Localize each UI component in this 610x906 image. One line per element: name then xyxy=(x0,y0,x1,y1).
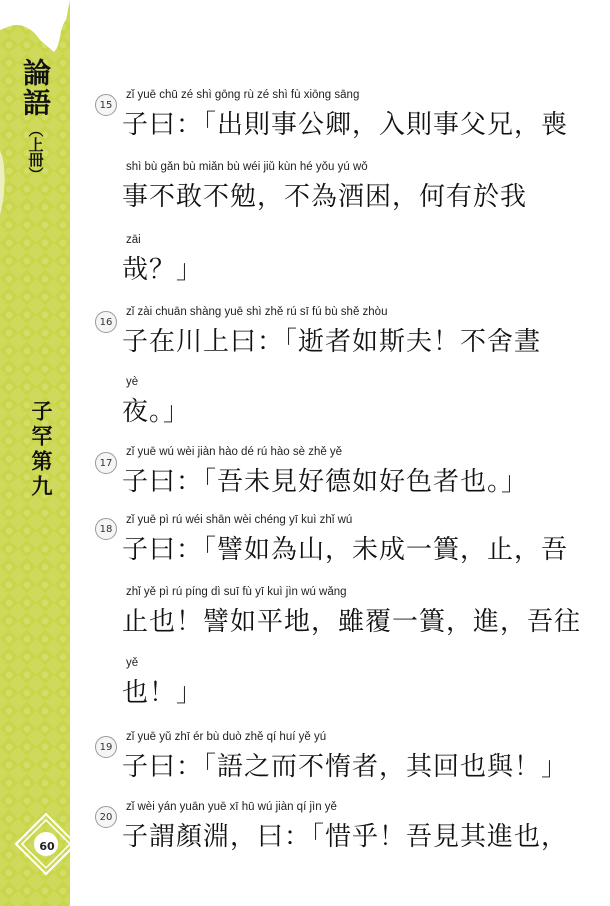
pinyin-line: shì bù gǎn bù miǎn bù wéi jiǔ kùn hé yǒu yú wǒ xyxy=(126,161,368,173)
book-title-volume: （上冊） xyxy=(26,122,45,182)
pinyin-line: zāi xyxy=(126,234,141,246)
page-number: 60 xyxy=(39,840,55,853)
pinyin-line: zǐ wèi yán yuān yuē xī hū wú jiàn qí jìn yě xyxy=(126,801,337,813)
verse-text-line: 止也！譬如平地，雖覆一簣，進，吾往 xyxy=(122,607,582,637)
verse-number: 19 xyxy=(95,736,117,758)
chapter-title: 子罕第九 xyxy=(29,400,54,500)
verse-text-line: 夜。」 xyxy=(122,397,191,427)
verse-number: 20 xyxy=(95,806,117,828)
verse-text-line: 子謂顏淵，曰：「惜乎！吾見其進也， xyxy=(122,822,569,852)
verse-number: 15 xyxy=(95,94,117,116)
pinyin-line: zǐ zài chuān shàng yuē shì zhě rú sī fú bù shě zhòu xyxy=(126,306,388,318)
verse-number: 18 xyxy=(95,518,117,540)
verse-number: 17 xyxy=(95,452,117,474)
verse-text-line: 子曰：「譬如為山，未成一簣，止，吾 xyxy=(122,535,569,565)
verse-text-line: 子在川上曰：「逝者如斯夫！不舍晝 xyxy=(122,327,542,357)
verse-text-line: 子曰：「語之而不惰者，其回也與！」 xyxy=(122,752,569,782)
pinyin-line: zǐ yuē pì rú wéi shān wèi chéng yī kuì zhǐ wú xyxy=(126,514,353,526)
pinyin-line: yě xyxy=(126,657,139,669)
pinyin-line: zǐ yuē yǔ zhī ér bù duò zhě qí huí yě yú xyxy=(126,731,327,743)
pinyin-line: zǐ yuē wú wèi jiàn hào dé rú hào sè zhě yě xyxy=(126,446,343,458)
pinyin-line: yè xyxy=(126,376,139,388)
verse-number: 16 xyxy=(95,311,117,333)
pinyin-line: zhǐ yě pì rú píng dì suī fù yī kuì jìn wú wǎng xyxy=(126,586,347,598)
verse-text-line: 子曰：「出則事公卿，入則事父兄，喪 xyxy=(122,110,569,140)
verse-text-line: 事不敢不勉，不為酒困，何有於我 xyxy=(122,182,528,212)
verse-text-line: 也！」 xyxy=(122,678,204,708)
verse-text-line: 哉？」 xyxy=(122,255,204,285)
verse-text-line: 子曰：「吾未見好德如好色者也。」 xyxy=(122,467,529,497)
book-title-main: 論語 xyxy=(19,58,52,118)
pinyin-line: zǐ yuē chū zé shì gōng rù zé shì fù xiōng sāng xyxy=(126,89,360,101)
